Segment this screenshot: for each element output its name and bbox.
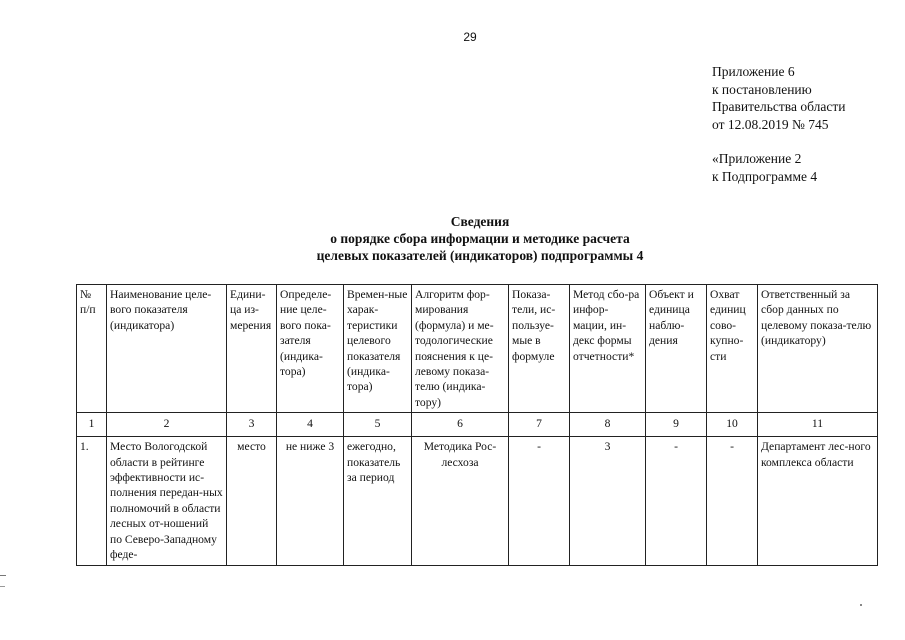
table-cell: Департамент лес-ного комплекса области	[758, 437, 878, 565]
column-number: 11	[758, 413, 878, 437]
header-cell: Наименование целе-вого показателя (индикатора)	[107, 285, 227, 413]
table-cell: -	[509, 437, 570, 565]
table-header-row	[77, 285, 878, 413]
header-cell: Времен-ные харак-теристики целевого показателя (индика-тора)	[344, 285, 412, 413]
header-cell: Объект и единица наблю-дения	[646, 285, 707, 413]
appendix-line: от 12.08.2019 № 745	[712, 116, 829, 132]
column-number: 4	[277, 413, 344, 437]
indicators-table	[76, 284, 878, 566]
table-cell: -	[707, 437, 758, 565]
header-cell: Ответственный за сбор данных по целевому показа-телю (индикатору)	[758, 285, 878, 413]
column-number: 8	[570, 413, 646, 437]
appendix-line: Приложение 6	[712, 64, 795, 79]
appendix-line: Правительства области	[712, 99, 846, 115]
appendix-header	[712, 63, 845, 133]
column-number: 6	[412, 413, 509, 437]
document-title	[200, 213, 760, 264]
title-line: целевых показателей (индикаторов) подпрограммы 4	[316, 248, 644, 263]
column-number: 1	[77, 413, 107, 437]
table-cell: место	[227, 437, 277, 565]
table-cell: Методика Рос-лесхоза	[412, 437, 509, 565]
scan-artifact	[0, 586, 5, 587]
header-cell: Едини-ца из-мерения	[227, 285, 277, 413]
appendix-sub-line: к Подпрограмме 4	[712, 168, 818, 184]
table-cell: 1.	[77, 437, 107, 565]
table-cell: ежегодно, показатель за период	[344, 437, 412, 565]
header-cell: Алгоритм фор-мирования (формула) и ме-тодологические пояснения к це-левому показа-телю (индика-тору)	[412, 285, 509, 413]
column-number: 10	[707, 413, 758, 437]
header-cell: Охват единиц сово-купно-сти	[707, 285, 758, 413]
table-cell: 3	[570, 437, 646, 565]
header-cell: Метод сбо-ра инфор-мации, ин-декс формы отчетности*	[570, 285, 646, 413]
column-number-row	[77, 413, 878, 437]
header-cell: Показа-тели, ис-пользуе-мые в формуле	[509, 285, 570, 413]
column-number: 7	[509, 413, 570, 437]
appendix-subheader	[712, 150, 817, 185]
title-line: Сведения	[450, 214, 510, 229]
page-number: 29	[463, 30, 477, 44]
title-line: о порядке сбора информации и методике расчета	[330, 231, 630, 246]
scan-artifact	[0, 575, 6, 576]
header-cell: № п/п	[77, 285, 107, 413]
column-number: 3	[227, 413, 277, 437]
table-cell: Место Вологодской области в рейтинге эффективности ис-полнения передан-ных полномочий в области лесных от-ношений по Северо-Западному феде-	[107, 437, 227, 565]
header-cell: Определе-ние целе-вого пока-зателя (индика-тора)	[277, 285, 344, 413]
table-cell: не ниже 3	[277, 437, 344, 565]
table-cell: -	[646, 437, 707, 565]
appendix-line: к постановлению	[712, 81, 812, 97]
table-row	[77, 437, 878, 565]
appendix-sub-line: «Приложение 2	[712, 151, 802, 166]
column-number: 9	[646, 413, 707, 437]
column-number: 2	[107, 413, 227, 437]
scan-artifact	[860, 604, 862, 606]
column-number: 5	[344, 413, 412, 437]
